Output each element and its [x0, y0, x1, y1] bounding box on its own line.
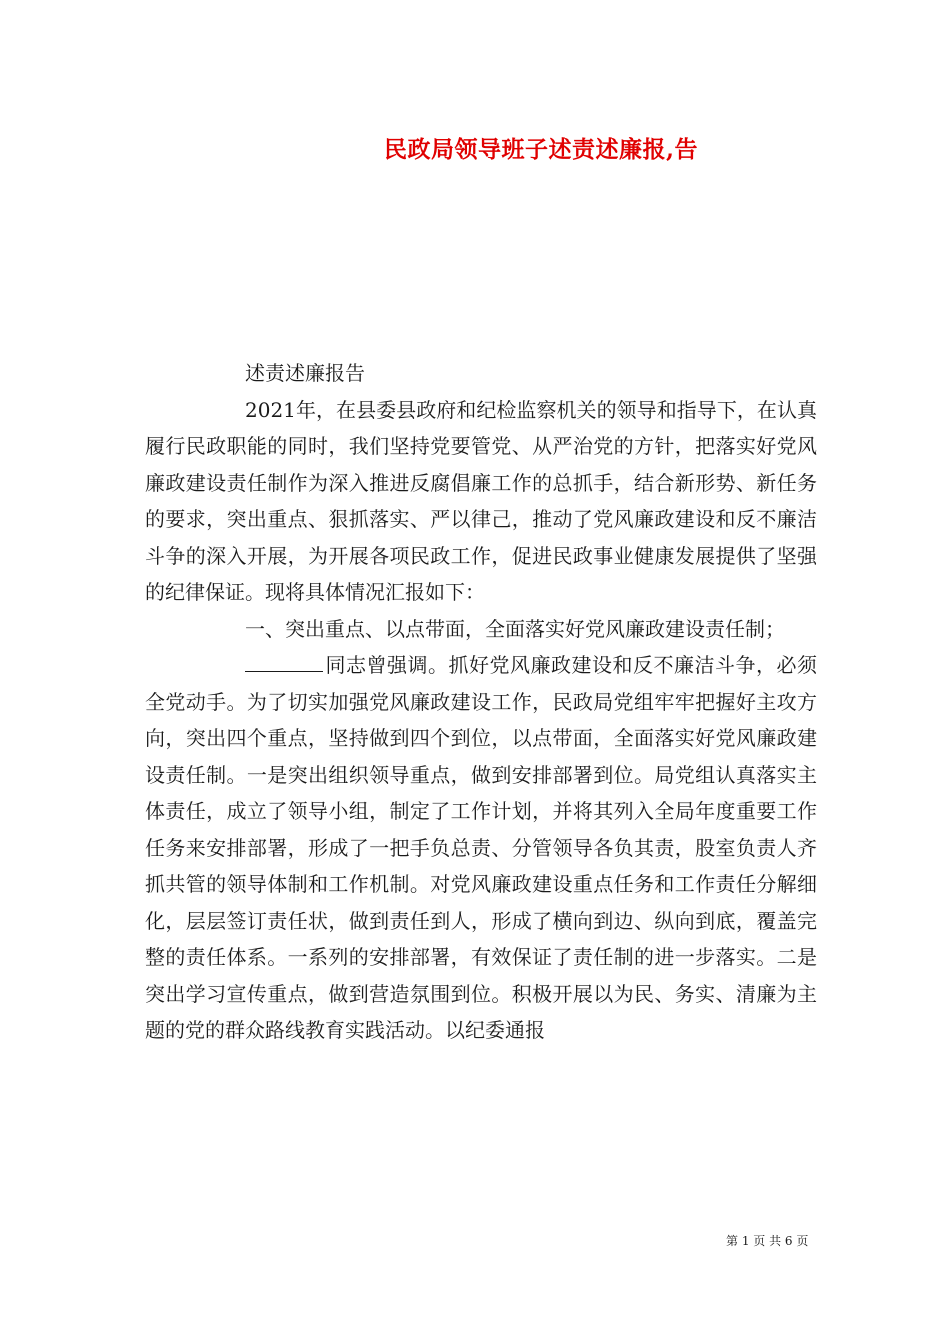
paragraph-section-one-body: [145, 647, 817, 1049]
paragraph-section-one-text: 同志曾强调。抓好党风廉政建设和反不廉洁斗争，必须全党动手。为了切实加强党风廉政建设工作，民政局党组牢牢把握好主攻方向，突出四个重点，坚持做到四个到位，以点带面，全面落实好党风廉政建设责任制。一是突出组织领导重点，做到安排部署到位。局党组认真落实主体责任，成立了领导小组，制定了工作计划，并将其列入全局年度重要工作任务来安排部署，形成了一把手负总责、分管领导各负其责，股室负责人齐抓共管的领导体制和工作机制。对党风廉政建设重点任务和工作责任分解细化，层层签订责任状，做到责任到人，形成了横向到边、纵向到底，覆盖完整的责任体系。一系列的安排部署，有效保证了责任制的进一步落实。二是突出学习宣传重点，做到营造氛围到位。积极开展以为民、务实、清廉为主题的党的群众路线教育实践活动。以纪委通报: [145, 653, 817, 1042]
paragraph-section-one-heading: 一、突出重点、以点带面，全面落实好党风廉政建设责任制；: [245, 616, 785, 641]
blank-underline: [245, 655, 323, 672]
page-number-footer: 第 1 页 共 6 页: [726, 1234, 809, 1248]
paragraph-intro: 2021年，在县委县政府和纪检监察机关的领导和指导下，在认真履行民政职能的同时，我们坚持党要管党、从严治党的方针，把落实好党风廉政建设责任制作为深入推进反腐倡廉工作的总抓手，结合新形势、新任务的要求，突出重点、狠抓落实、严以律己，推动了党风廉政建设和反不廉洁斗争的深入开展，为开展各项民政工作，促进民政事业健康发展提供了坚强的纪律保证。现将具体情况汇报如下：: [145, 397, 817, 604]
report-subtitle: 述责述廉报告: [245, 361, 365, 385]
document-body: [145, 355, 817, 1049]
document-title: 民政局领导班子述责述廉报,告: [384, 136, 699, 163]
